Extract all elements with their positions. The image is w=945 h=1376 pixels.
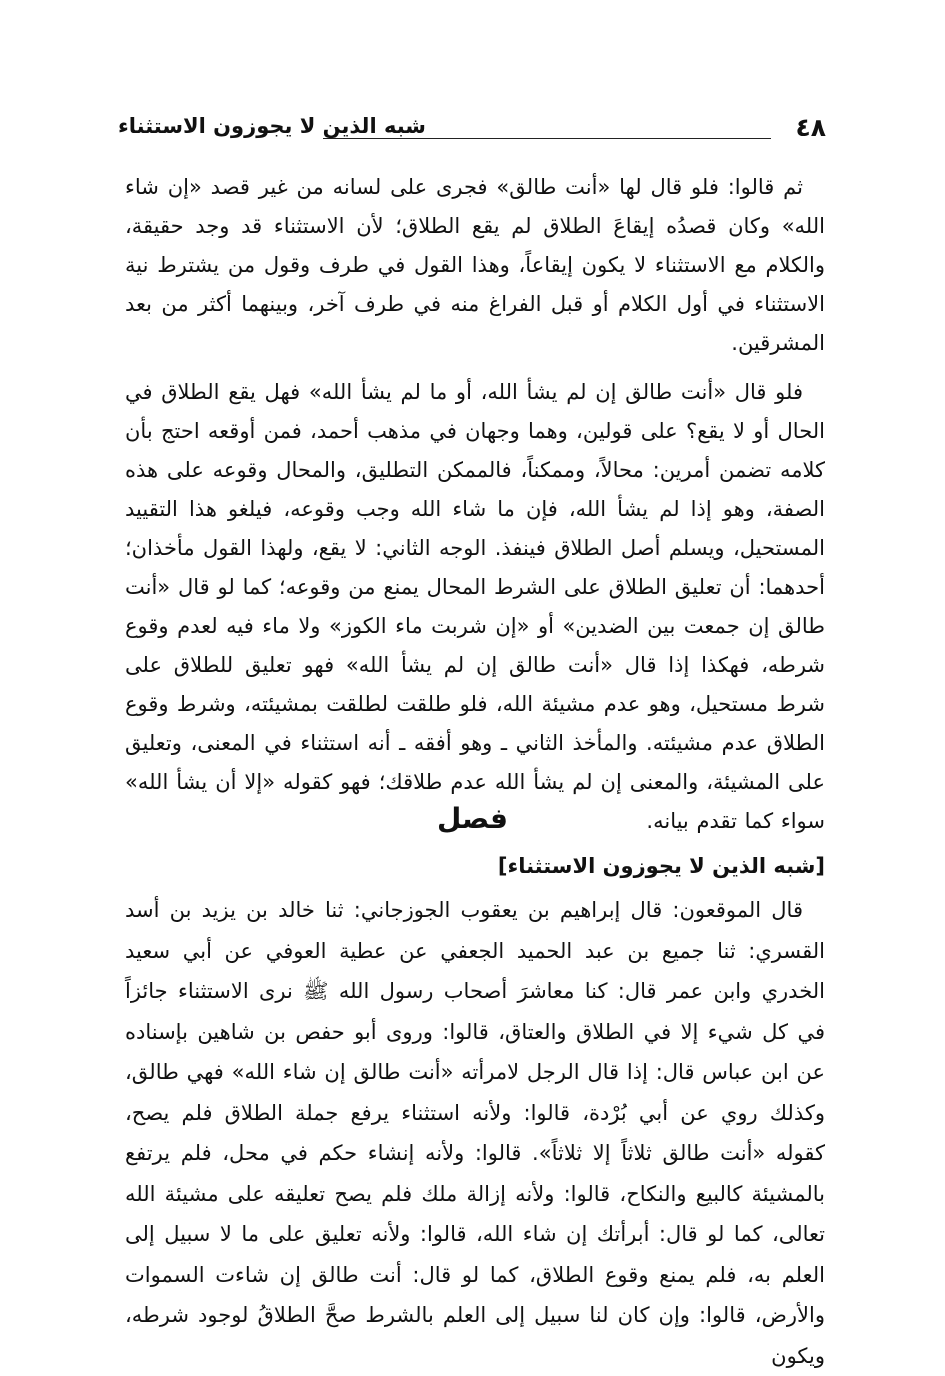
paragraph-1: ثم قالوا: فلو قال لها «أنت طالق» فجرى على لسانه من غير قصد «إن شاء الله» وكان قصدُه إيقاعَ الطلاق لم يقع الطلاق؛ لأن الاستثناء قد وجد حقيقة، والكلام مع الاستثناء لا يكون إيقاعاً، وهذا القول في طرف وقول من يشترط نية الاستثناء في أول الكلام أو قبل الفراغ منه في طرف آخر، وبينهما أكثر من بعد المشرقين. — [125, 175, 825, 355]
section-paragraph: قال الموقعون: قال إبراهيم بن يعقوب الجوزجاني: ثنا خالد بن يزيد بن أسد القسري: ثنا جميع بن عبد الحميد الجعفي عن عطية العوفي عن أبي سعيد الخدري وابن عمر قال: كنا معاشرَ أصحاب رسول الله ﷺ نرى الاستثناء جائزاً في كل شيء إلا في الطلاق والعتاق، قالوا: وروى أبو حفص بن شاهين بإسناده عن ابن عباس قال: إذا قال الرجل لامرأته «أنت طالق إن شاء الله» فهي طالق، وكذلك روي عن أبي بُرْدة، قالوا: ولأنه استثناء يرفع جملة الطلاق فلم يصح، كقوله «أنت طالق ثلاثاً إلا ثلاثاً». قالوا: ولأنه إنشاء حكم في محل، فلم يرتفع بالمشيئة كالبيع والنكاح، قالوا: ولأنه إزالة ملك فلم يصح تعليقه على مشيئة الله تعالى، كما لو قال: أبرأتك إن شاء الله، قالوا: ولأنه تعليق على ما لا سبيل إلى العلم به، فلم يمنع وقوع الطلاق، كما لو قال: أنت طالق إن شاءت السموات والأرض، قالوا: وإن كان لنا سبيل إلى العلم بالشرط صحَّ الطلاقُ لوجود شرطه، ويكون — [125, 898, 825, 1368]
section-heading: فصل — [437, 802, 508, 835]
paragraph-2: فلو قال «أنت طالق إن لم يشأ الله، أو ما لم يشأ الله» فهل يقع الطلاق في الحال أو لا يقع؟ على قولين، وهما وجهان في مذهب أحمد، فمن أوقعه احتج بأن كلامه تضمن أمرين: محالاً، وممكناً، فالممكن التطليق، والمحال وقوعه على هذه الصفة، وهو إذا لم يشأ الله، فإن ما شاء الله وجب وقوعه، فيلغو هذا التقييد المستحيل، ويسلم أصل الطلاق فينفذ. الوجه الثاني: لا يقع، ولهذا القول مأخذان؛ أحدهما: أن تعليق الطلاق على الشرط المحال يمنع من وقوعه؛ كما لو قال «أنت طالق إن جمعت بين الضدين» أو «إن شربت ماء الكوز» ولا ماء فيه لعدم وقوع شرطه، فهكذا إذا قال «أنت طالق إن لم يشأ الله» فهو تعليق للطلاق على شرط مستحيل، وهو عدم مشيئة الله، فلو طلقت لطلقت بمشيئته، وشرط وقوع الطلاق عدم مشيئته. والمأخذ الثاني ـ وهو أفقه ـ أنه استثناء في المعنى، وتعليق على المشيئة، والمعنى إن لم يشأ الله عدم طلاقك؛ فهو كقوله «إلا أن يشأ الله» سواء كما تقدم بيانه. — [125, 380, 825, 833]
running-title: شبه الذين لا يجوزون الاستثناء — [118, 114, 426, 138]
subsection-heading: [شبه الذين لا يجوزون الاستثناء] — [497, 854, 825, 878]
section-body — [125, 890, 825, 1376]
running-header — [118, 108, 826, 148]
page-number: ٤٨ — [795, 113, 826, 142]
main-text — [125, 168, 825, 841]
